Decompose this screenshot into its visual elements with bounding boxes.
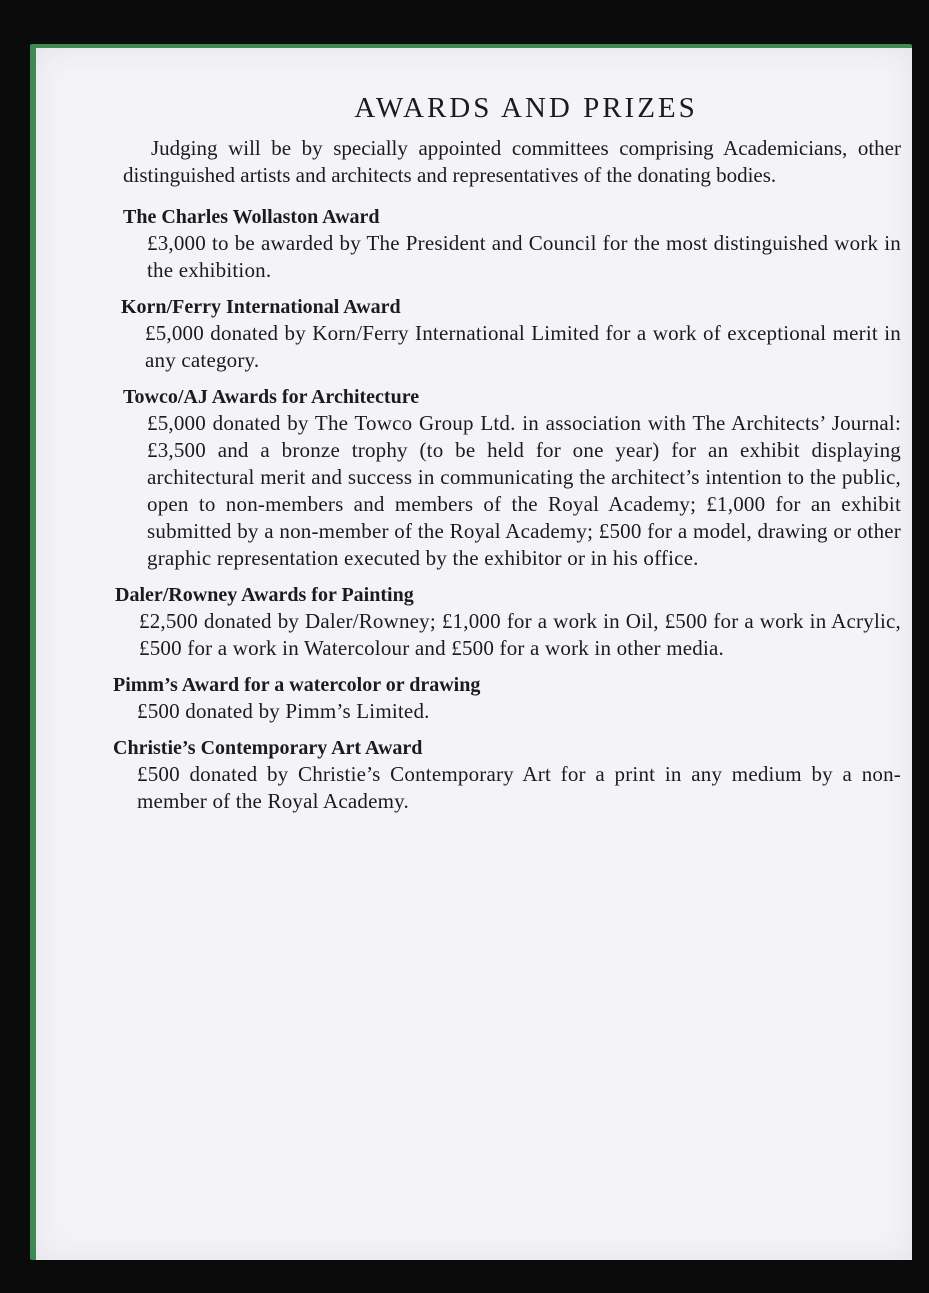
page-title: AWARDS AND PRIZES [354,92,698,124]
award-title: Towco/AJ Awards for Architecture [123,386,420,408]
award-charles-wollaston [123,205,901,284]
award-description: £5,000 donated by Korn/Ferry International Limited for a work of exceptional merit in any category. [145,321,901,372]
award-title: Christie’s Contemporary Art Award [113,737,423,759]
award-title: Daler/Rowney Awards for Painting [115,584,414,606]
intro-paragraph: Judging will be by specially appointed committees comprising Academicians, other distinguished artists and architects and representatives of the donating bodies. [123,136,901,187]
award-description: £5,000 donated by The Towco Group Ltd. in association with The Architects’ Journal: £3,500 and a bronze trophy (to be held for one year) for an exhibit displaying architectural merit and success in communicating the architect’s intention to the public, open to non-members and members of the Royal Academy; £1,000 for an exhibit submitted by a non-member of the Royal Academy; £500 for a model, drawing or other graphic representation executed by the exhibitor or in his office. [147,411,901,570]
award-description: £3,000 to be awarded by The President and Council for the most distinguished work in the exhibition. [147,231,901,282]
award-title: The Charles Wollaston Award [123,206,380,228]
award-description: £2,500 donated by Daler/Rowney; £1,000 for a work in Oil, £500 for a work in Acrylic, £500 for a work in Watercolour and £500 for a work in other media. [139,609,901,660]
page-content [113,92,901,826]
award-title: Korn/Ferry International Award [121,296,401,318]
award-pimms [113,673,901,725]
award-title: Pimm’s Award for a watercolor or drawing [113,674,481,696]
award-towco-aj [123,385,901,572]
award-description: £500 donated by Christie’s Contemporary Art for a print in any medium by a non-member of the Royal Academy. [137,762,901,813]
award-christies [113,736,901,815]
award-description: £500 donated by Pimm’s Limited. [137,699,430,723]
award-korn-ferry [121,295,901,374]
award-daler-rowney [115,583,901,662]
document-page [36,48,912,1260]
